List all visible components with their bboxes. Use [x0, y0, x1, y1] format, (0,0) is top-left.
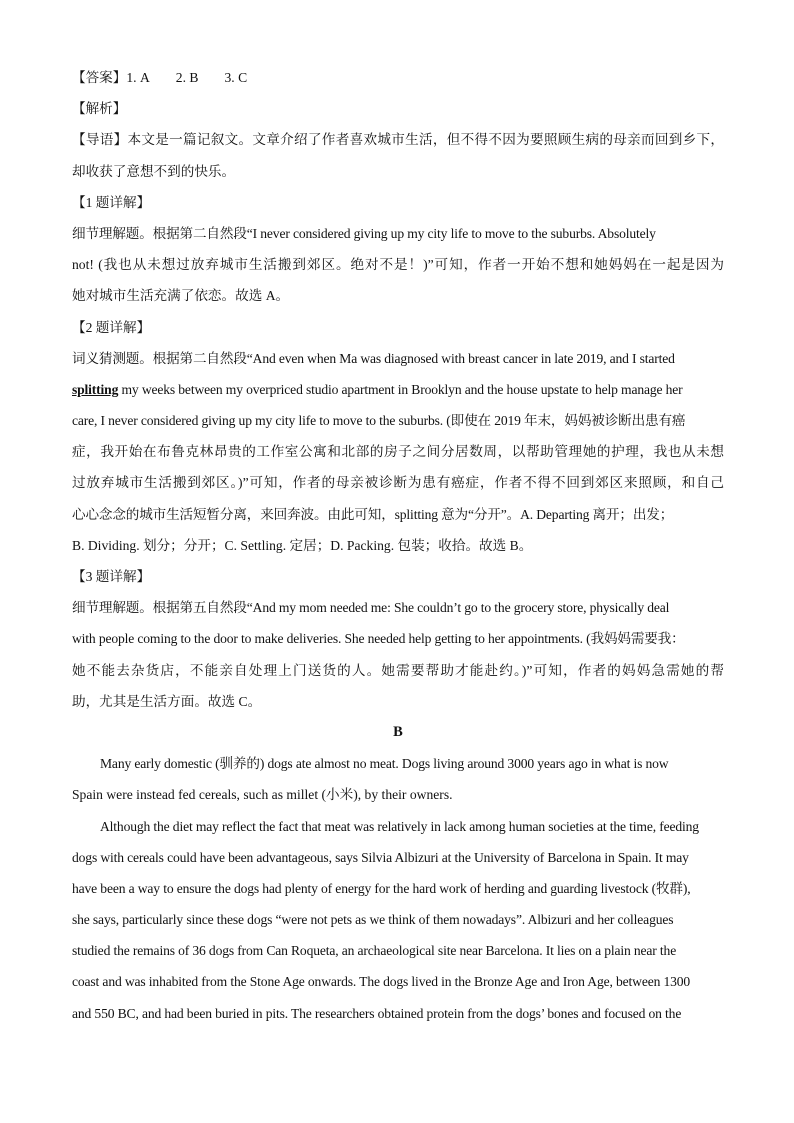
answer-2: 2. B: [175, 70, 199, 85]
q1-line-3: 她对城市生活充满了依恋。故选 A。: [72, 288, 290, 304]
q3-line-2: with people coming to the door to make deliveries. She needed help getting to her appointments. (我妈妈需要我：: [72, 631, 685, 647]
q1-line-2: not! (我也从未想过放弃城市生活搬到郊区。绝对不是！)”可知，作者一开始不想和她妈妈在一起是因为: [72, 257, 724, 273]
intro-line-2: 却收获了意想不到的快乐。: [72, 163, 236, 179]
answer-line: [72, 62, 724, 93]
q3-line-4: 助，尤其是生活方面。故选 C。: [72, 693, 262, 709]
q2-line-4: 症，我开始在布鲁克林昂贵的工作室公寓和北部的房子之间分居数周，以帮助管理她的护理，我也从未想: [72, 444, 724, 460]
answer-1: 1. A: [126, 70, 150, 85]
q1-heading: 【1 题详解】: [72, 194, 151, 210]
passage-p2-line-6: coast and was inhabited from the Stone Age onwards. The dogs lived in the Bronze Age and Iron Age, between 1300: [72, 974, 691, 990]
passage-p2-line-7: and 550 BC, and had been buried in pits. The researchers obtained protein from the dogs’ bones and focused on the: [72, 1005, 682, 1021]
analysis-label: 【解析】: [72, 101, 127, 117]
q3-heading: 【3 题详解】: [72, 569, 151, 584]
passage-p1-line-2: Spain were instead fed cereals, such as millet (小米), by their owners.: [72, 787, 453, 803]
passage-p2-line-3: have been a way to ensure the dogs had plenty of energy for the hard work of herding and guarding livestock (牧群),: [72, 880, 691, 896]
q2-heading: 【2 题详解】: [72, 319, 151, 335]
passage-p2-line-5: studied the remains of 36 dogs from Can Roqueta, an archaeological site near Barcelona. It lies on a plain near the: [72, 943, 677, 959]
passage-p2-line-4: she says, particularly since these dogs “were not pets as we think of them nowadays”. Albizuri and her colleagues: [72, 912, 674, 928]
q2-line-7: B. Dividing. 划分；分开；C. Settling. 定居；D. Packing. 包装；收拾。故选 B。: [72, 537, 533, 553]
passage-p2-line-2: dogs with cereals could have been advantageous, says Silvia Albizuri at the University of Barcelona in Spain. It may: [72, 849, 689, 865]
q1-line-1: 细节理解题。根据第二自然段“I never considered giving up my city life to move to the suburbs. Absolutely: [72, 225, 656, 241]
passage-p1-line-1: Many early domestic (驯养的) dogs ate almost no meat. Dogs living around 3000 years ago in what is now: [100, 756, 669, 772]
passage-p2-line-1: Although the diet may reflect the fact that meat was relatively in lack among human societies at the time, feeding: [100, 818, 699, 834]
q3-line-1: 细节理解题。根据第五自然段“And my mom needed me: She couldn’t go to the grocery store, physically deal: [72, 600, 670, 616]
q2-line-1: 词义猜测题。根据第二自然段“And even when Ma was diagnosed with breast cancer in late 2019, and I started: [72, 350, 675, 366]
section-b-heading: B: [393, 723, 403, 740]
q2-line-2-rest: my weeks between my overpriced studio apartment in Brooklyn and the house upstate to help manage her: [118, 381, 683, 397]
q2-line-3: care, I never considered giving up my city life to move to the suburbs. (即使在 2019 年末，妈妈被诊断出患有癌: [72, 413, 686, 429]
answer-3: 3. C: [224, 70, 248, 85]
answer-label: 【答案】: [72, 70, 127, 85]
q2-line-6: 心心念念的城市生活短暂分离，来回奔波。由此可知，splitting 意为“分开”。A. Departing 离开；出发；: [72, 506, 674, 522]
q3-line-3: 她不能去杂货店，不能亲自处理上门送货的人。她需要帮助才能赴约。)”可知，作者的妈妈急需她的帮: [72, 662, 724, 678]
intro-line-1: 【导语】本文是一篇记叙文。文章介绍了作者喜欢城市生活，但不得不因为要照顾生病的母亲而回到乡下，: [72, 132, 724, 148]
keyword-splitting: splitting: [72, 381, 119, 397]
q2-line-2: [72, 374, 724, 405]
document-page: [72, 62, 724, 1029]
q2-line-5: 过放弃城市生活搬到郊区。)”可知，作者的母亲被诊断为患有癌症，作者不得不回到郊区来照顾，和自己: [72, 475, 724, 491]
